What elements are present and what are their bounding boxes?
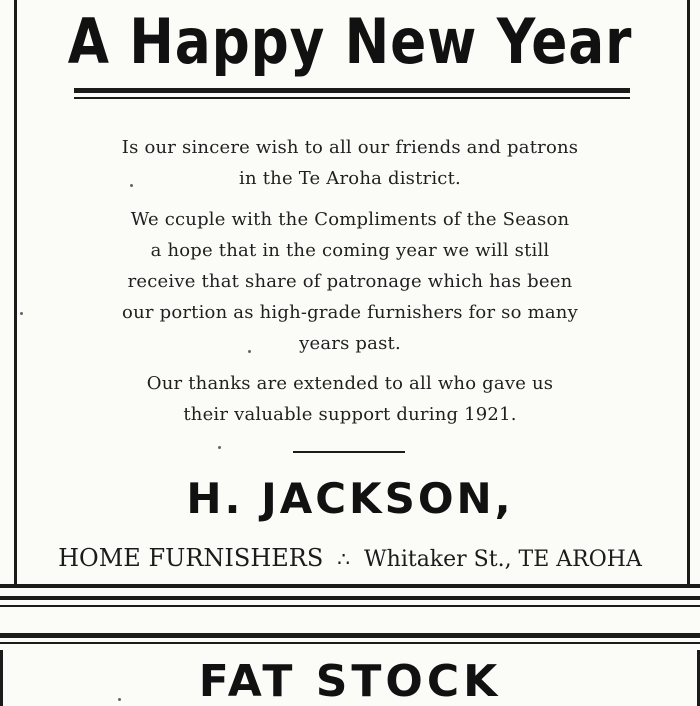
compliments-line: our portion as high-grade furnishers for so many: [122, 302, 578, 323]
thanks-paragraph: [100, 368, 600, 430]
compliments-line: We ccuple with the Compliments of the Season: [130, 209, 570, 230]
short-divider: [293, 451, 405, 453]
thanks-line: their valuable support during 1921.: [183, 404, 517, 425]
print-speck: [218, 446, 221, 449]
compliments-paragraph: [100, 204, 600, 359]
advert-headline: A Happy New Year: [67, 5, 633, 78]
next-advert-top-rule-thin: [0, 642, 700, 644]
thanks-line: Our thanks are extended to all who gave us: [146, 373, 554, 394]
business-type: HOME FURNISHERS: [58, 544, 324, 572]
headline-rule: [74, 88, 630, 93]
headline-rule-thin: [74, 97, 630, 99]
street-address: Whitaker St., TE AROHA: [364, 547, 642, 572]
compliments-line: receive that share of patronage which has been: [127, 271, 573, 292]
print-speck: [248, 350, 251, 353]
greeting-line: Is our sincere wish to all our friends and patrons: [121, 137, 579, 158]
dot-separator-icon: ∴: [337, 547, 351, 571]
compliments-line: years past.: [299, 333, 401, 354]
print-speck: [130, 184, 133, 187]
next-advert-headline: FAT STOCK: [198, 656, 502, 706]
business-address-line: [0, 538, 700, 580]
advertiser-name: H. JACKSON,: [186, 474, 514, 523]
compliments-line: a hope that in the coming year we will still: [150, 240, 550, 261]
greeting-paragraph: [100, 132, 600, 194]
greeting-line: in the Te Aroha district.: [239, 168, 461, 189]
next-advert-top-rule: [0, 633, 700, 638]
column-rule: [0, 596, 700, 600]
column-rule-thin: [0, 605, 700, 607]
print-speck: [118, 698, 121, 701]
advert-bottom-rule: [0, 584, 700, 588]
print-speck: [20, 312, 23, 315]
